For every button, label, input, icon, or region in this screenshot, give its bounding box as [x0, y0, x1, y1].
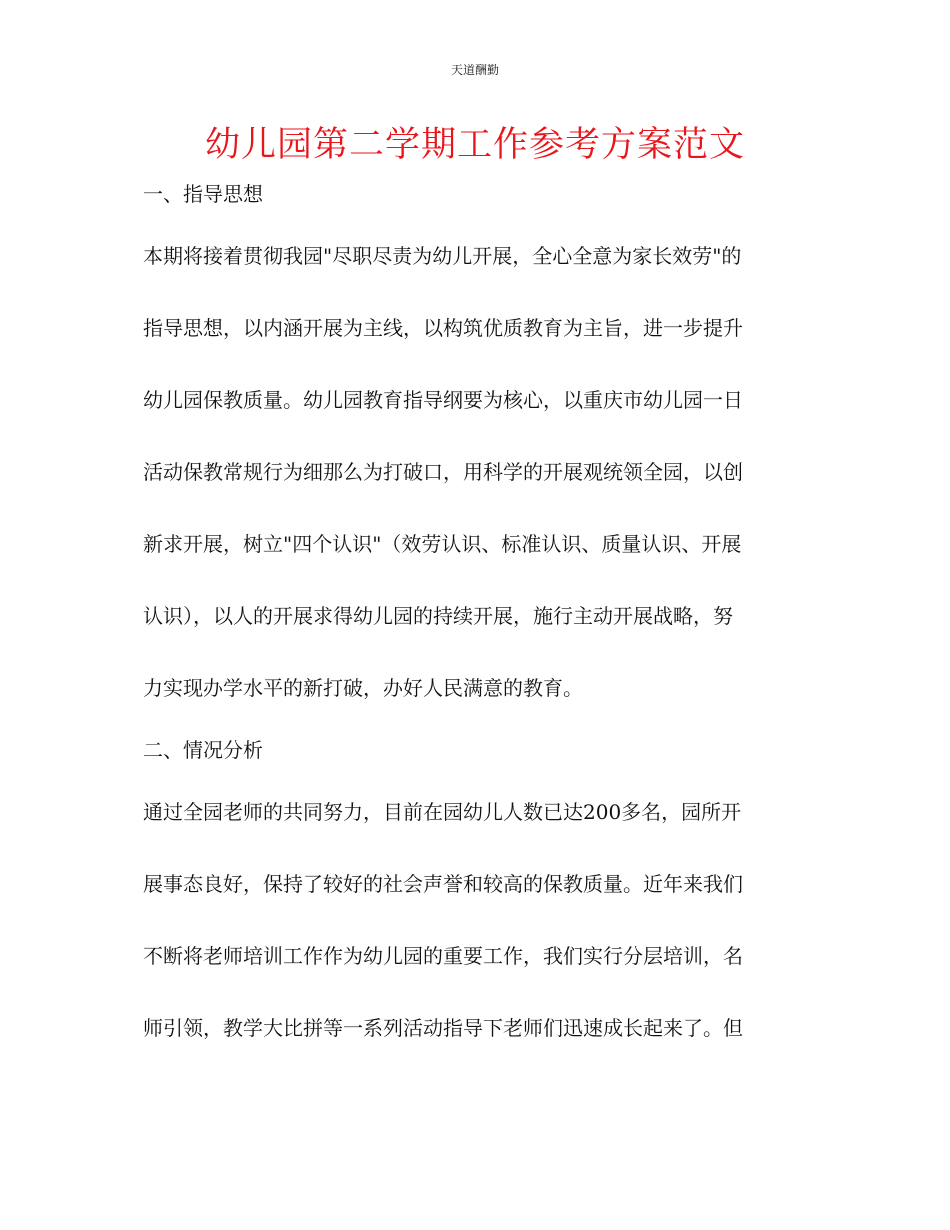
paragraph-line: 通过全园老师的共同努力，目前在园幼儿人数已达200多名，园所开 — [143, 800, 742, 824]
header-motto: 天道酬勤 — [450, 63, 499, 77]
paragraph-line: 力实现办学水平的新打破，办好人民满意的教育。 — [143, 676, 583, 700]
section-heading-guiding-ideology: 一、指导思想 — [143, 182, 263, 206]
section-heading-situation-analysis: 二、情况分析 — [143, 738, 263, 762]
paragraph-line: 活动保教常规行为细那么为打破口，用科学的开展观统领全园，以创 — [143, 460, 743, 484]
paragraph-line: 本期将接着贯彻我园"尽职尽责为幼儿开展，全心全意为家长效劳"的 — [143, 244, 742, 268]
paragraph-line: 师引领，教学大比拼等一系列活动指导下老师们迅速成长起来了。但 — [143, 1016, 743, 1040]
paragraph-line: 指导思想，以内涵开展为主线，以构筑优质教育为主旨，进一步提升 — [143, 316, 743, 340]
paragraph-line: 不断将老师培训工作作为幼儿园的重要工作，我们实行分层培训，名 — [143, 944, 743, 968]
document-title: 幼儿园第二学期工作参考方案范文 — [204, 125, 745, 165]
paragraph-line: 幼儿园保教质量。幼儿园教育指导纲要为核心，以重庆市幼儿园一日 — [143, 388, 743, 412]
paragraph-line: 认识），以人的开展求得幼儿园的持续开展，施行主动开展战略，努 — [143, 604, 733, 628]
paragraph-line: 新求开展，树立"四个认识"（效劳认识、标准认识、质量认识、开展 — [143, 532, 742, 556]
paragraph-line: 展事态良好，保持了较好的社会声誉和较高的保教质量。近年来我们 — [143, 872, 743, 896]
